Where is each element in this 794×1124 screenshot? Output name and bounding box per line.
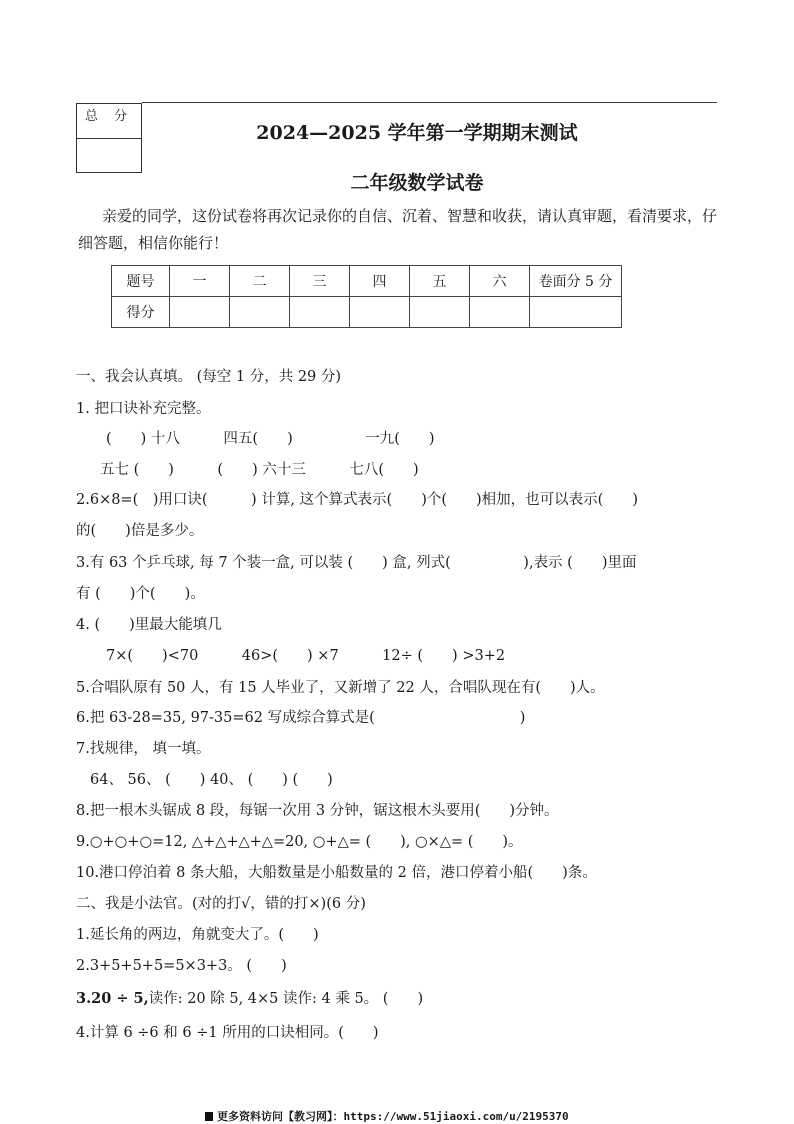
question-3: 3.有 63 个乒乓球, 每 7 个装一盒, 可以装 ( ) 盒, 列式( ),表示 ( )里面: [76, 555, 637, 571]
question-10: 10.港口停泊着 8 条大船，大船数量是小船数量的 2 倍，港口停着小船( )条。: [76, 865, 597, 881]
score-cell[interactable]: [230, 297, 290, 328]
judge-3: [76, 987, 423, 1008]
footer-link[interactable]: [205, 1108, 569, 1124]
judge-4: 4.计算 6 ÷6 和 6 ÷1 所用的口诀相同。( ): [76, 1025, 379, 1041]
question-6: 6.把 63-28=35, 97-35=62 写成综合算式是( ): [76, 710, 526, 726]
score-cell[interactable]: [170, 297, 230, 328]
score-table-header-cell: 二: [230, 266, 290, 297]
flag-icon: [205, 1112, 213, 1121]
score-table-header-cell: 卷面分 5 分: [530, 266, 622, 297]
score-table-header-row: [112, 266, 622, 297]
score-table-score-row: [112, 297, 622, 328]
score-cell[interactable]: [290, 297, 350, 328]
header-rule: [142, 102, 717, 103]
question-9: 9.○+○+○=12, △+△+△+△=20, ○+△= ( ), ○×△= ( )。: [76, 834, 523, 850]
question-1: 1. 把口诀补充完整。: [76, 401, 211, 417]
score-table-header-cell: 三: [290, 266, 350, 297]
question-5: 5.合唱队原有 50 人，有 15 人毕业了，又新增了 22 人，合唱队现在有( )人。: [76, 680, 605, 696]
score-table-header-cell: 五: [410, 266, 470, 297]
section-1-heading: 一、我会认真填。 (每空 1 分，共 29 分): [76, 369, 342, 385]
score-cell[interactable]: [410, 297, 470, 328]
intro-paragraph: 亲爱的同学，这份试卷将再次记录你的自信、沉着、智慧和收获，请认真审题，看清要求，仔细答题，相信你能行！: [78, 207, 718, 252]
footer-text: 更多资料访问【教习网】：https://www.51jiaoxi.com/u/2195370: [217, 1110, 569, 1123]
score-cell[interactable]: [470, 297, 530, 328]
total-score-label: 总 分: [77, 104, 141, 139]
question-8: 8.把一根木头锯成 8 段，每锯一次用 3 分钟，锯这根木头要用( )分钟。: [76, 803, 559, 819]
score-table-header-cell: 四: [350, 266, 410, 297]
score-table-row-label: 得分: [112, 297, 170, 328]
question-2: 2.6×8=( )用口诀( ) 计算, 这个算式表示( )个( )相加，也可以表示( ): [76, 492, 638, 508]
question-3-cont: 有 ( )个( )。: [76, 586, 205, 602]
judge-3-text: 读作: 20 除 5, 4×5 读作: 4 乘 5。 ( ): [148, 991, 424, 1007]
score-cell[interactable]: [530, 297, 622, 328]
score-cell[interactable]: [350, 297, 410, 328]
question-4-items: 7×( )<70 46>( ) ×7 12÷ ( ) >3+2: [106, 648, 506, 664]
score-table-header-cell: 一: [170, 266, 230, 297]
question-1-row-1: ( ) 十八 四五( ) 一九( ): [106, 431, 435, 447]
question-7: 7.找规律， 填一填。: [76, 741, 211, 757]
question-1-row-2: 五七 ( ) ( ) 六十三 七八( ): [100, 462, 419, 478]
question-4: 4. ( )里最大能填几: [76, 617, 222, 633]
score-table-header-cell: 题号: [112, 266, 170, 297]
exam-subtitle: 二年级数学试卷: [350, 172, 484, 194]
section-2-heading: 二、我是小法官。(对的打√，错的打×)(6 分): [76, 896, 366, 912]
judge-3-number: 3.20 ÷ 5,: [76, 990, 149, 1007]
score-table: [111, 265, 622, 328]
question-7-sequence: 64、 56、 ( ) 40、 ( ) ( ): [90, 772, 333, 788]
question-2-cont: 的( )倍是多少。: [76, 523, 204, 539]
judge-1: 1.延长角的两边，角就变大了。( ): [76, 927, 319, 943]
score-table-header-cell: 六: [470, 266, 530, 297]
judge-2: 2.3+5+5+5=5×3+3。 ( ): [76, 958, 287, 974]
exam-title: 2024—2025 学年第一学期期末测试: [256, 122, 578, 144]
